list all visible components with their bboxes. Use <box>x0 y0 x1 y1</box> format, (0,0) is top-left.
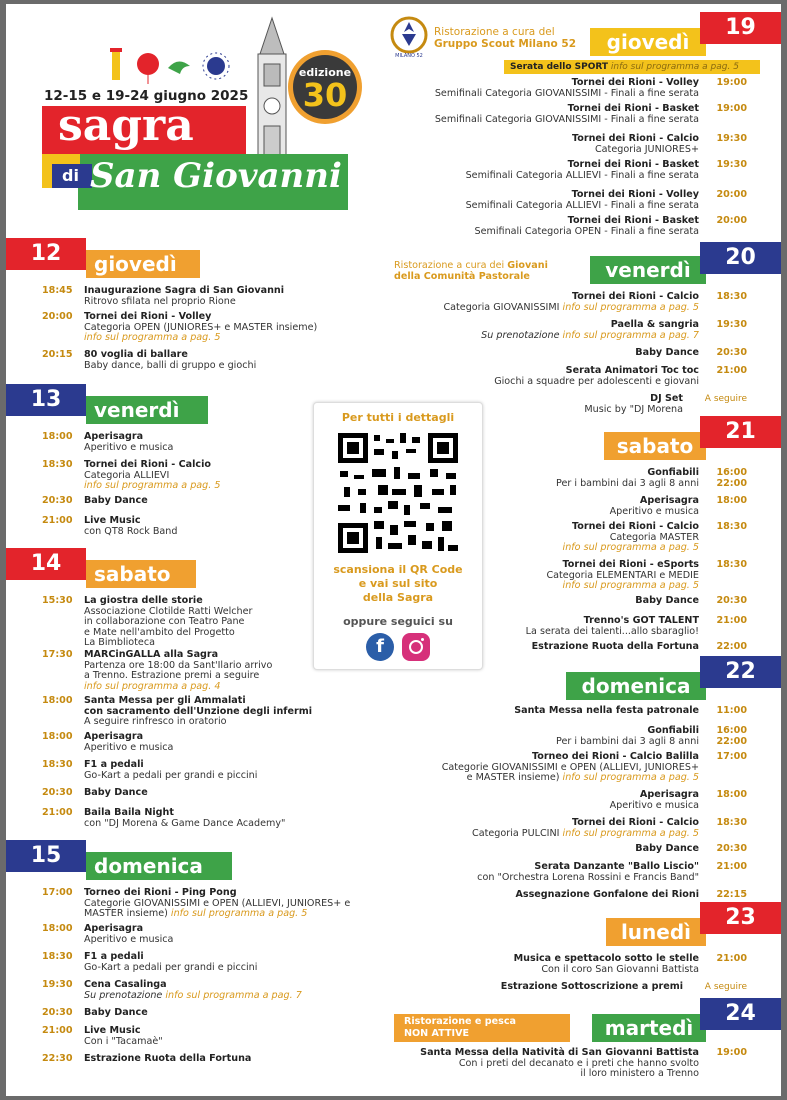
event-body <box>369 366 699 387</box>
event-body <box>369 1048 699 1080</box>
qr-top-text: Per tutti i dettagli <box>341 411 455 424</box>
event-time: 20:00 <box>716 189 747 200</box>
event-body <box>84 496 394 507</box>
event-title: Aperisagra <box>84 923 144 934</box>
event-body <box>84 312 394 344</box>
event-time: 16:00 22:00 <box>716 725 747 747</box>
event-title: Trenno's GOT TALENT <box>583 615 699 626</box>
event-title: Baby Dance <box>635 843 699 854</box>
event-line: Aperitivo e musica <box>609 505 699 517</box>
event-body <box>369 134 699 155</box>
event-info: info sul programma a pag. 7 <box>165 989 302 1001</box>
event-line: Su prenotazione <box>84 989 166 1001</box>
decor-icons <box>106 46 236 86</box>
event-title: DJ Set <box>650 393 683 404</box>
event-time: 22:15 <box>716 889 747 900</box>
event-body <box>84 696 394 728</box>
event-body <box>369 348 699 359</box>
event-title: F1 a pedali <box>84 759 144 770</box>
event-line: in collaborazione con Teatro Pane <box>84 616 245 627</box>
sun-icon <box>203 53 229 79</box>
event-time: 21:00 <box>716 953 747 964</box>
day-13-name: venerdì <box>86 396 208 424</box>
day-13-number: 13 <box>6 384 86 416</box>
event-title: Baby Dance <box>84 495 148 506</box>
event-body <box>84 760 394 781</box>
day-21-number: 21 <box>700 416 781 448</box>
event-title: Inaugurazione Sagra di San Giovanni <box>84 285 285 296</box>
event-line: Con i preti del decanato e i preti che hanno svolto <box>458 1057 699 1069</box>
event-title: Baby Dance <box>84 1007 148 1018</box>
day-20-number: 20 <box>700 242 781 274</box>
scout-logo-caption: MILANO 52 <box>395 53 423 59</box>
event-time: 19:30 <box>42 979 73 990</box>
poster <box>6 4 781 1096</box>
event-body <box>84 980 394 1001</box>
day-21-name: sabato <box>604 432 706 460</box>
event-line: Semifinali Categoria ALLIEVI - Finali a fine serata <box>465 169 699 181</box>
qr-line2: e vai sul sito <box>358 577 438 590</box>
event-body <box>84 432 394 453</box>
event-body <box>84 888 394 920</box>
event-info: info sul programma a pag. 5 <box>562 542 699 553</box>
giovani-note-1: Ristorazione a cura dei <box>394 260 505 271</box>
event-line: Baby dance, balli di gruppo e giochi <box>84 359 257 371</box>
event-body <box>369 78 699 99</box>
day-24-name: martedì <box>592 1014 706 1042</box>
day-14-name: sabato <box>86 560 196 588</box>
event-line: Aperitivo e musica <box>609 799 699 811</box>
event-body <box>84 1026 394 1047</box>
event-info: info sul programma a pag. 5 <box>562 301 699 313</box>
day-23-name: lunedì <box>606 918 706 946</box>
event-line: Go-Kart a pedali per grandi e piccini <box>84 769 258 781</box>
event-title: Baby Dance <box>635 347 699 358</box>
event-line: Partenza ore 18:00 da Sant'Ilario arrivo <box>84 659 273 671</box>
day-19-name: giovedì <box>590 28 706 56</box>
event-line: e Mate nell'ambito del Progetto <box>84 626 235 638</box>
event-body <box>369 596 699 607</box>
event-time: 18:30 <box>716 817 747 828</box>
event-time: 19:30 <box>716 319 747 330</box>
event-line: Associazione Clotilde Ratti Welcher <box>84 605 253 617</box>
edizione-badge <box>288 50 362 124</box>
event-title: Gonfiabili <box>647 467 699 478</box>
event-time: 20:00 <box>716 215 747 226</box>
event-time: 20:30 <box>716 843 747 854</box>
event-line: Ritrovo sfilata nel proprio Rione <box>84 295 236 307</box>
event-line: Categoria ALLIEVI <box>84 469 170 481</box>
event-title: Estrazione Sottoscrizione a premi <box>500 981 683 992</box>
event-body <box>84 596 394 649</box>
qr-line3: della Sagra <box>362 591 434 604</box>
event-line: a Trenno. Estrazione premi a seguire <box>84 670 260 681</box>
event-title: Tornei dei Rioni - Basket <box>567 103 699 114</box>
event-title: Assegnazione Gonfalone dei Rioni <box>515 889 699 900</box>
event-title: Tornei dei Rioni - Calcio <box>572 291 699 302</box>
title-sagra: sagra <box>58 100 194 151</box>
event-time: 21:00 <box>716 615 747 626</box>
event-body <box>84 952 394 973</box>
event-title: Tornei dei Rioni - Volley <box>84 311 212 322</box>
event-time: 18:00 <box>716 789 747 800</box>
event-line: Categoria ELEMENTARI e MEDIE <box>546 569 699 581</box>
scout-line2: Gruppo Scout Milano 52 <box>434 38 577 50</box>
event-title: Tornei dei Rioni - eSports <box>562 559 699 570</box>
event-body <box>369 190 699 211</box>
event-line: MASTER insieme) <box>84 908 171 919</box>
event-title: Baila Baila Night <box>84 807 174 818</box>
scout-line1: Ristorazione a cura del <box>434 26 555 38</box>
event-info: info sul programma a pag. 5 <box>84 480 221 491</box>
event-time: 20:30 <box>716 347 747 358</box>
event-title: Serata Danzante "Ballo Liscio" <box>534 861 699 872</box>
event-line: Giochi a squadre per adolescenti e giovani <box>494 375 699 387</box>
event-title: Aperisagra <box>84 431 144 442</box>
sport-banner <box>504 60 760 74</box>
event-body <box>369 104 699 125</box>
event-line: La Bimblioteca <box>84 637 155 648</box>
event-info: info sul programma a pag. 5 <box>84 332 221 343</box>
event-time: 18:00 <box>42 431 73 442</box>
event-info: info sul programma a pag. 4 <box>84 680 221 692</box>
event-body <box>369 616 699 637</box>
day-22-number: 22 <box>700 656 781 688</box>
event-time: 22:30 <box>42 1053 73 1064</box>
event-title: MARCinGALLA alla Sagra <box>84 649 219 660</box>
event-line: Con i "Tacamaè" <box>84 1035 163 1047</box>
day-14-number: 14 <box>6 548 86 580</box>
event-line: Categoria MASTER <box>609 531 699 543</box>
tower-icon <box>110 48 122 80</box>
event-body <box>84 1008 394 1019</box>
day-23-number: 23 <box>700 902 781 934</box>
event-info: info sul programma a pag. 5 <box>562 772 699 783</box>
event-body <box>84 516 394 537</box>
event-line: Per i bambini dai 3 agli 8 anni <box>556 735 699 747</box>
balloon-icon <box>137 53 159 84</box>
event-line: Aperitivo e musica <box>84 441 174 453</box>
event-line: A seguire rinfresco in oratorio <box>84 716 227 727</box>
event-body <box>369 818 699 839</box>
dates: 12-15 e 19-24 giugno 2025 <box>44 88 249 104</box>
event-body <box>84 924 394 945</box>
event-body <box>84 460 394 492</box>
title-di: di <box>62 166 79 185</box>
event-line: con "Orchestra Lorena Rossini e Francis Band" <box>477 871 699 883</box>
day-22-name: domenica <box>566 672 706 700</box>
event-line: e MASTER insieme) <box>466 772 563 783</box>
pesca-line2: NON ATTIVE <box>404 1028 470 1039</box>
day-15-name: domenica <box>86 852 232 880</box>
edizione-label: edizione <box>298 66 352 79</box>
event-line: Music by "DJ Morena <box>584 403 683 415</box>
event-body <box>369 844 699 855</box>
event-time: 19:00 <box>716 77 747 88</box>
event-title: Tornei dei Rioni - Basket <box>567 215 699 226</box>
event-title: Torneo dei Rioni - Calcio Balilla <box>531 751 699 762</box>
event-time: 18:30 <box>42 759 73 770</box>
event-title: Tornei dei Rioni - Calcio <box>84 459 211 470</box>
event-time: 18:45 <box>42 285 73 296</box>
event-line: Per i bambini dai 3 agli 8 anni <box>556 477 699 489</box>
event-body <box>369 890 699 901</box>
event-title: La giostra delle storie <box>84 595 203 606</box>
event-time: 19:00 <box>716 103 747 114</box>
event-title: F1 a pedali <box>84 951 144 962</box>
giovani-note-2: Giovani <box>507 260 548 271</box>
day-12-number: 12 <box>6 238 86 270</box>
event-title: Santa Messa nella festa patronale <box>514 705 699 716</box>
event-time: 11:00 <box>716 705 747 716</box>
event-title: Tornei dei Rioni - Volley <box>571 189 699 200</box>
event-body <box>84 350 394 371</box>
event-body <box>369 216 699 237</box>
event-title-2: con sacramento dell'Unzione degli infermi <box>84 705 312 717</box>
event-time: 22:00 <box>716 641 747 652</box>
event-body <box>369 160 699 181</box>
event-line: Con il coro San Giovanni Battista <box>541 963 699 975</box>
event-title: Estrazione Ruota della Fortuna <box>84 1053 252 1064</box>
event-title: Aperisagra <box>639 495 699 506</box>
event-line: Aperitivo e musica <box>84 741 174 753</box>
day-12-name: giovedì <box>86 250 200 278</box>
event-title: Serata Animatori Toc toc <box>565 365 699 376</box>
event-time: 18:30 <box>716 521 747 532</box>
event-time: 18:30 <box>716 559 747 570</box>
giovani-note <box>394 260 594 282</box>
event-time: 17:00 <box>716 751 747 762</box>
event-body <box>84 808 394 829</box>
event-time: 21:00 <box>716 365 747 376</box>
event-body <box>84 650 394 692</box>
event-title: Tornei dei Rioni - Calcio <box>572 133 699 144</box>
event-line: Categorie GIOVANISSIMI e OPEN (ALLIEVI, JUNIORES+ <box>441 761 699 773</box>
event-title: Baby Dance <box>635 595 699 606</box>
event-time: 18:30 <box>716 291 747 302</box>
event-body <box>84 1054 394 1065</box>
event-title: Tornei dei Rioni - Calcio <box>572 817 699 828</box>
day-20-name: venerdì <box>590 256 706 284</box>
event-body <box>353 394 683 415</box>
pesca-banner <box>394 1014 570 1042</box>
event-time: 18:00 <box>42 923 73 934</box>
event-time: 18:00 <box>716 495 747 506</box>
pesca-line1: Ristorazione e pesca <box>404 1016 517 1027</box>
event-body <box>84 286 394 307</box>
event-body <box>369 726 699 747</box>
event-time: 20:30 <box>42 495 73 506</box>
event-body <box>369 496 699 517</box>
event-body <box>369 320 699 341</box>
edizione-number: 30 <box>302 76 348 114</box>
event-title: Santa Messa della Natività di San Giovanni Battista <box>420 1047 699 1058</box>
event-time: 20:00 <box>42 311 73 322</box>
event-title: Tornei dei Rioni - Basket <box>567 159 699 170</box>
event-title: Cena Casalinga <box>84 979 167 990</box>
event-line: Categoria OPEN (JUNIORES+ e MASTER insieme) <box>84 321 318 333</box>
event-time: 16:00 22:00 <box>716 467 747 489</box>
event-line: Categoria PULCINI <box>472 827 563 839</box>
event-info: info sul programma a pag. 5 <box>170 908 308 919</box>
event-time: 18:00 <box>42 731 73 742</box>
event-title: Musica e spettacolo sotto le stelle <box>513 953 699 964</box>
event-line: Semifinali Categoria OPEN - Finali a fine serata <box>474 225 699 237</box>
event-title: Tornei dei Rioni - Volley <box>571 77 699 88</box>
event-body <box>369 954 699 975</box>
sport-info: info sul programma a pag. 5 <box>610 62 739 72</box>
event-body <box>369 862 699 883</box>
event-title: Gonfiabili <box>647 725 699 736</box>
event-line: con QT8 Rock Band <box>84 525 178 537</box>
event-info: info sul programma a pag. 5 <box>562 827 699 839</box>
event-line: Aperitivo e musica <box>84 933 174 945</box>
event-title: Paella & sangria <box>610 319 699 330</box>
event-body <box>353 982 683 993</box>
event-time: 20:15 <box>42 349 73 360</box>
event-title: Live Music <box>84 1025 141 1036</box>
day-15-number: 15 <box>6 840 86 872</box>
event-body <box>369 642 699 653</box>
event-body <box>369 706 699 717</box>
event-body <box>84 788 394 799</box>
event-body <box>369 468 699 489</box>
event-body <box>84 732 394 753</box>
decor-icons-svg <box>106 46 236 86</box>
event-line: Categoria GIOVANISSIMI <box>443 301 563 313</box>
event-line: Su prenotazione <box>481 329 563 341</box>
day-24-number: 24 <box>700 998 781 1030</box>
event-body <box>369 292 699 313</box>
event-time: A seguire <box>704 394 747 404</box>
event-time: 19:00 <box>716 1047 747 1058</box>
title-san-giovanni: San Giovanni <box>90 156 342 196</box>
bird-icon <box>168 61 190 74</box>
event-title: Tornei dei Rioni - Calcio <box>572 521 699 532</box>
event-title: Aperisagra <box>84 731 144 742</box>
day-19-number: 19 <box>700 12 781 44</box>
facebook-icon[interactable]: f <box>366 633 394 661</box>
event-line: il loro ministero a Trenno <box>580 1068 699 1079</box>
event-title: Torneo dei Rioni - Ping Pong <box>84 887 237 898</box>
event-body <box>369 522 699 554</box>
event-time: 18:00 <box>42 695 73 706</box>
event-info: info sul programma a pag. 5 <box>562 580 699 591</box>
event-title: Live Music <box>84 515 141 526</box>
event-title: Aperisagra <box>639 789 699 800</box>
event-time: 21:00 <box>42 515 73 526</box>
event-time: 17:30 <box>42 649 73 660</box>
event-time: 19:30 <box>716 159 747 170</box>
event-time: 21:00 <box>42 807 73 818</box>
event-time: 20:30 <box>42 787 73 798</box>
event-info: info sul programma a pag. 7 <box>562 329 699 341</box>
qr-line1: scansiona il QR Code <box>333 563 463 576</box>
event-time: 20:30 <box>42 1007 73 1018</box>
event-line: Categoria JUNIORES+ <box>594 143 699 155</box>
event-time: 20:30 <box>716 595 747 606</box>
event-time: A seguire <box>704 982 747 992</box>
event-body <box>369 560 699 592</box>
event-line: Semifinali Categoria ALLIEVI - Finali a fine serata <box>465 199 699 211</box>
event-time: 21:00 <box>716 861 747 872</box>
event-body <box>369 790 699 811</box>
event-time: 18:30 <box>42 951 73 962</box>
event-time: 17:00 <box>42 887 73 898</box>
event-time: 18:30 <box>42 459 73 470</box>
giovani-note-3: della Comunità Pastorale <box>394 271 530 282</box>
event-line: Semifinali Categoria GIOVANISSIMI - Finali a fine serata <box>434 87 699 99</box>
event-line: La serata dei talenti...allo sbaraglio! <box>525 625 699 637</box>
event-title: Santa Messa per gli Ammalati <box>84 695 246 706</box>
event-time: 21:00 <box>42 1025 73 1036</box>
event-line: Semifinali Categoria GIOVANISSIMI - Finali a fine serata <box>434 113 699 125</box>
event-line: Go-Kart a pedali per grandi e piccini <box>84 961 258 973</box>
event-line: Categorie GIOVANISSIMI e OPEN (ALLIEVI, JUNIORES+ e <box>84 897 351 909</box>
event-title: Baby Dance <box>84 787 148 798</box>
event-title: 80 voglia di ballare <box>84 349 188 360</box>
scout-logo-icon <box>390 16 428 60</box>
event-time: 19:30 <box>716 133 747 144</box>
event-time: 15:30 <box>42 595 73 606</box>
event-body <box>369 752 699 784</box>
sport-label: Serata dello SPORT <box>510 62 609 72</box>
event-title: Estrazione Ruota della Fortuna <box>531 641 699 652</box>
qr-follow: oppure seguici su <box>343 615 453 628</box>
event-line: con "DJ Morena & Game Dance Academy" <box>84 817 286 829</box>
